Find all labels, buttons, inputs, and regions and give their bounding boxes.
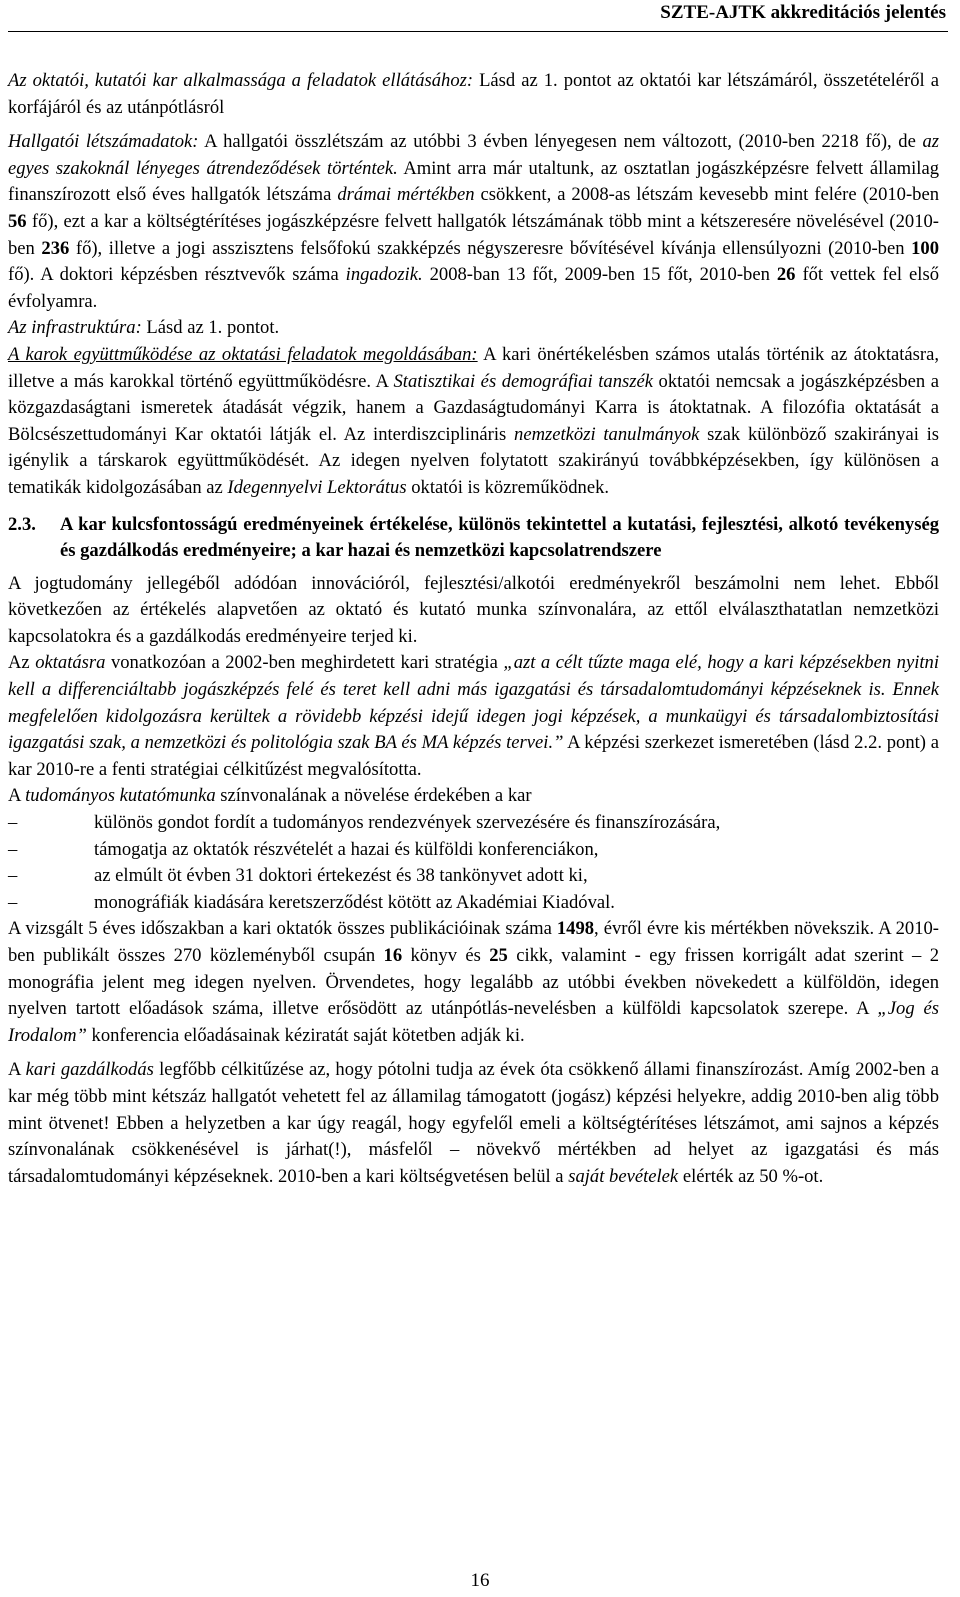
bold-number: 100: [911, 237, 939, 259]
paragraph-publications: [8, 916, 939, 1049]
list-item: [8, 810, 939, 837]
quote: „azt a célt tűzte maga elé, hogy a kari képzésekben nyitni kell a differenciáltabb jogászképzés felé és teret kell adni más igazgatási és társadalomtudományi képzéseknek is. Ennek megfelelően kidolgozásra kerültek a rövidebb képzési idejű idegen jogi képzések, a munkaügyi és társadalombiztosítási igazgatási szak, a nemzetközi és politológia szak BA és MA képzés tervei.”: [8, 652, 939, 754]
text: főt vettek fel első évfolyamra.: [8, 264, 939, 312]
header-rule: [8, 31, 948, 32]
text: oktatói is közreműködnek.: [406, 476, 610, 498]
list-item-text: monográfiák kiadására keretszerződést kötött az Akadémiai Kiadóval.: [94, 891, 615, 913]
emph: tudományos kutatómunka: [25, 785, 216, 807]
bold-number: 26: [776, 264, 796, 286]
emph: saját bevételek: [568, 1165, 679, 1187]
text: legfőbb célkitűzése az, hogy pótolni tudja az évek óta csökkenő állami finanszírozást. Amíg 2002-ben a kar még több mint kétszáz hallgatót vehetett fel az államilag támogatott (jogász) képzési helyekre, addig 2010-ben alig több mint ötvenet! Ebben a helyzetben a kar úgy reagál, hogy egyfelől emeli a költségtérítéses létszámot, ami sajnos a képzés színvonalának csökkenésével is járhat(!), másfelől – növekvő mértékben ad helyet az igazgatási és más társadalomtudományi képzéseknek. 2010-ben a kari költségvetésen belül a: [8, 1059, 940, 1187]
emph: Idegennyelvi Lektorátus: [227, 476, 407, 498]
text: Lásd az 1. pontot az oktatói kar létszámáról, összetételéről a korfájáról és az utánpótlásról: [8, 70, 939, 118]
paragraph-intro: A jogtudomány jellegéből adódóan innovációról, fejlesztési/alkotói eredményekről beszámolni nem lehet. Ebből következően az értékelés alapvetően az oktató és kutató munka színvonalára, az ettől elválaszthatatlan nemzetközi kapcsolatokra és a gazdálkodás eredményeire terjed ki.: [8, 572, 939, 647]
emph: az egyes szakoknál lényeges átrendeződések történtek.: [8, 131, 939, 179]
list-item: [8, 890, 939, 917]
text: , évről évre kis mértékben növekszik. A 2010-ben publikált összes 270 közleményből csupán: [8, 918, 940, 966]
bold-number: 56: [8, 210, 27, 232]
section-heading: [8, 512, 939, 565]
emph: Statisztikai és demográfiai tanszék: [393, 370, 653, 392]
text: fő), illetve a jogi asszisztens felsőfokú szakképzés négyszeresre bővítésével kívánja ellensúlyozni (2010-ben: [69, 237, 912, 259]
list-item-text: az elmúlt öt évben 31 doktori értekezést és 38 tankönyvet adott ki,: [94, 865, 588, 887]
label-cooperation: A karok együttműködése az oktatási feladatok megoldásában:: [8, 343, 478, 365]
paragraph-staff: [8, 68, 939, 121]
dash-bullet: –: [8, 838, 18, 860]
dash-bullet: –: [8, 812, 18, 834]
page-number: 16: [470, 1570, 490, 1591]
bold-number: 16: [383, 945, 403, 966]
text: A: [8, 1059, 26, 1081]
text: könyv és: [402, 945, 490, 966]
label-students: Hallgatói létszámadatok:: [8, 131, 199, 153]
text: cikk, valamint - egy frissen korrigált adat szerint – 2 monográfia jelent meg idegen nyelven. Örvendetes, hogy legalább az utóbbi években növekedett a külföldön, idegen nyelven tartott előadások száma, illetve erősödött az utánpótlás-nevelésben a külföldi kapcsolatok szerepe. A: [8, 945, 940, 1020]
text: A kari önértékelésben számos utalás történik az átoktatásra, illetve a más karokkal történő együttműködésre. A: [8, 343, 939, 392]
emph: „Jog és Irodalom”: [8, 998, 939, 1046]
document-body: [8, 68, 939, 1190]
text: Lásd az 1. pontot.: [141, 317, 280, 339]
dash-bullet: –: [8, 891, 18, 913]
text: Amint arra már utaltunk, az osztatlan jogászképzésre felvett államilag finanszírozott első éves hallgatók létszáma: [8, 157, 939, 206]
dash-bullet: –: [8, 865, 18, 887]
text: elérték az 50 %-ot.: [678, 1165, 824, 1187]
text: Az: [8, 652, 36, 674]
label-staff: Az oktatói, kutatói kar alkalmassága a feladatok ellátásához:: [8, 70, 474, 91]
paragraph-education-strategy: [8, 650, 939, 783]
page-header: SZTE-AJTK akkreditációs jelentés: [660, 2, 946, 23]
text: konferencia előadásainak kéziratát saját kötetben adják ki.: [86, 1024, 525, 1046]
emph: kari gazdálkodás: [25, 1059, 154, 1081]
list-item: [8, 863, 939, 890]
label-infrastructure: Az infrastruktúra:: [8, 317, 142, 339]
emph: ingadozik.: [345, 264, 423, 286]
bold-number: 1498: [556, 918, 595, 940]
bold-number: 25: [489, 945, 508, 966]
text: A képzési szerkezet ismeretében (lásd 2.2. pont) a kar 2010-re a fenti stratégiai célkitűzést megvalósította.: [8, 732, 939, 780]
text: csökkent, a 2008-as létszám kevesebb mint felére (2010-ben: [474, 184, 939, 206]
list-item-text: támogatja az oktatók részvételét a hazai és külföldi konferenciákon,: [94, 838, 599, 860]
text: vonatkozóan a 2002-ben meghirdetett kari stratégia: [105, 652, 504, 674]
paragraph-students: [8, 129, 939, 315]
paragraph-finances: [8, 1057, 939, 1190]
text: A vizsgált 5 éves időszakban a kari oktatók összes publikációinak száma: [8, 918, 557, 940]
paragraph-infrastructure: [8, 315, 939, 342]
text: fő), ezt a kar a költségtérítéses jogászképzésre felvett hallgatók létszámának több mint a kétszeresére növelésével (2010-ben: [8, 210, 939, 259]
list-item-text: különös gondot fordít a tudományos rendezvények szervezésére és finanszírozására,: [94, 812, 721, 834]
bold-number: 236: [41, 237, 70, 259]
text: oktatói nemcsak a jogászképzésben a közgazdaságtani ismeretek átadását végzik, hanem a Gazdaságtudományi Karra is átoktatnak. A filozófia oktatását a Bölcsészettudományi Kar oktatói látják el. Az interdiszciplináris: [8, 370, 939, 445]
list-item: [8, 837, 939, 864]
emph: oktatásra: [35, 652, 106, 674]
research-list: [8, 810, 939, 916]
emph: drámai mértékben: [337, 184, 475, 206]
text: színvonalának a növelése érdekében a kar: [215, 785, 532, 807]
paragraph-cooperation: [8, 342, 939, 502]
section-title: A kar kulcsfontosságú eredményeinek értékelése, különös tekintettel a kutatási, fejlesztési, alkotó tevékenység és gazdálkodás eredményeire; a kar hazai és nemzetközi kapcsolatrendszere: [60, 513, 939, 562]
text: A hallgatói összlétszám az utóbbi 3 évben lényegesen nem változott, (2010-ben 2218 fő), de: [198, 131, 923, 153]
emph: nemzetközi tanulmányok: [514, 423, 700, 445]
section-number: 2.3.: [8, 513, 36, 535]
text: 2008-ban 13 főt, 2009-ben 15 főt, 2010-ben: [422, 264, 777, 286]
text: fő). A doktori képzésben résztvevők száma: [8, 264, 346, 286]
text: A: [8, 785, 26, 807]
text: szak különböző szakirányai is igénylik a társkarok együttműködését. Az idegen nyelven folytatott szakirányú továbbképzésekben, így különösen a tematikák kidolgozásában az: [8, 423, 940, 498]
paragraph-research: [8, 783, 939, 810]
